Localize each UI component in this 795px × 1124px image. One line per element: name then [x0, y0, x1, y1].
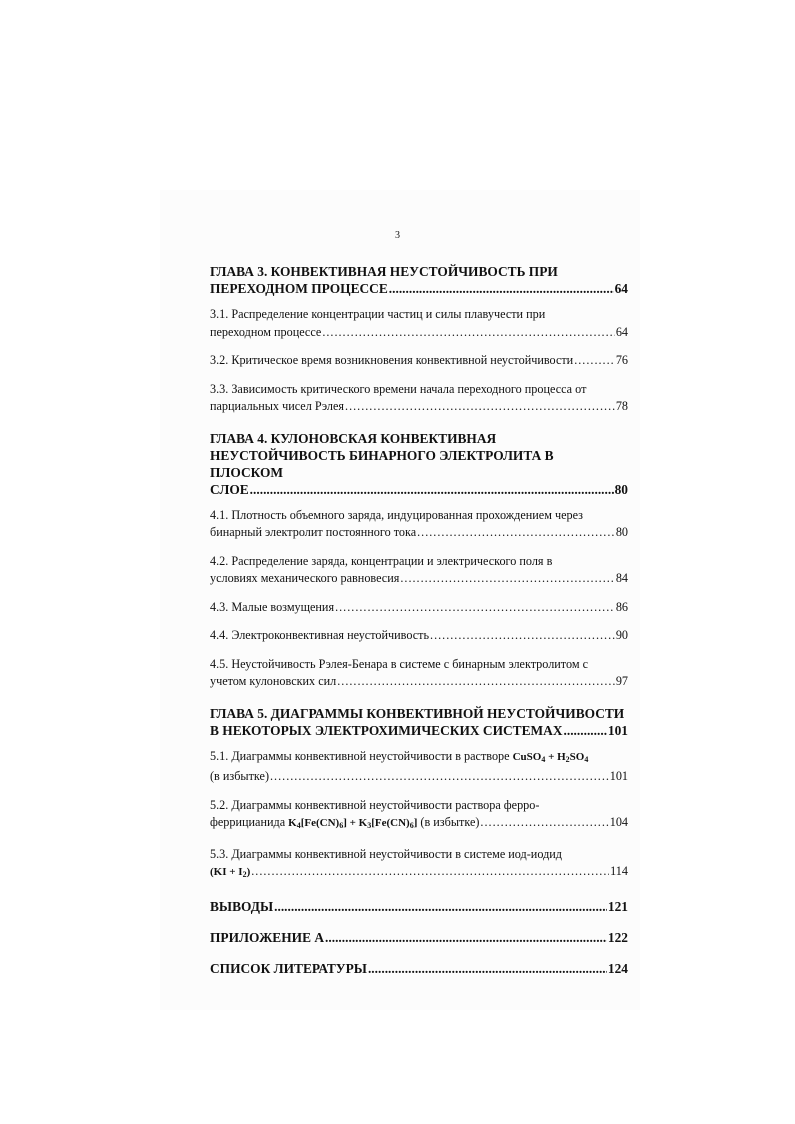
section-3-2-title: 3.2. Критическое время возникновения конвективной неустойчивости	[210, 353, 574, 367]
leader-dots	[325, 929, 607, 946]
chapter-4-page: 80	[614, 481, 628, 497]
section-5-2-formula: $K_4[Fe(CN)_6] + K_3[Fe(CN)_6]$	[288, 817, 418, 830]
chapter-5-page: 101	[607, 722, 628, 738]
toc-section-3-2[interactable]	[210, 352, 628, 370]
leader-dots	[564, 722, 607, 739]
toc-appendix[interactable]	[210, 929, 628, 946]
leader-dots	[274, 898, 607, 915]
leader-dots	[417, 524, 615, 542]
section-3-3-line1: 3.3. Зависимость критического времени начала переходного процесса от	[210, 381, 587, 396]
section-4-5-line2: учетом кулоновских сил	[210, 674, 337, 688]
section-3-1-line1: 3.1. Распределение концентрации частиц и силы плавучести при	[210, 307, 546, 321]
chapter-4-title-line2: НЕУСТОЙЧИВОСТЬ БИНАРНОГО ЭЛЕКТРОЛИТА В ПЛОСКОМ	[210, 447, 554, 480]
chapter-3-page: 64	[614, 281, 628, 296]
section-3-2-page: 76	[615, 353, 628, 367]
leader-dots	[270, 768, 609, 786]
leader-dots	[480, 814, 608, 832]
section-3-1-page: 64	[615, 324, 628, 339]
toc-section-3-1[interactable]	[210, 306, 628, 341]
section-5-1-line2: (в избытке)	[210, 769, 269, 783]
section-4-2-page: 84	[615, 571, 628, 585]
section-5-2-line2: феррицианида $K_4[Fe(CN)_6] + K_3[Fe(CN)_6]$ (в избытке)	[210, 815, 480, 830]
leader-dots	[335, 599, 615, 617]
section-5-3-page: 114	[610, 864, 628, 878]
section-5-1-page: 101	[609, 769, 628, 783]
references-title: СПИСОК ЛИТЕРАТУРЫ	[210, 960, 367, 976]
section-4-4-page: 90	[615, 628, 628, 642]
toc-chapter-3[interactable]	[210, 263, 628, 297]
toc-section-4-2[interactable]	[210, 553, 628, 588]
toc-section-5-2[interactable]	[210, 797, 628, 835]
section-4-2-line1: 4.2. Распределение заряда, концентрации и электрического поля в	[210, 553, 553, 568]
leader-dots	[400, 570, 614, 588]
references-page: 124	[607, 960, 628, 976]
toc-conclusions[interactable]	[210, 898, 628, 915]
toc-chapter-4[interactable]	[210, 430, 628, 498]
conclusions-title: ВЫВОДЫ	[210, 898, 274, 914]
leader-dots	[430, 627, 615, 645]
section-4-1-page: 80	[615, 525, 628, 539]
chapter-4-title-line3: СЛОЕ	[210, 481, 249, 497]
page-number: 3	[395, 230, 400, 241]
leader-dots	[574, 352, 615, 370]
toc-section-5-1[interactable]	[210, 748, 628, 786]
section-4-5-line1: 4.5. Неустойчивость Рэлея-Бенара в системе с бинарным электролитом с	[210, 656, 589, 671]
appendix-page: 122	[607, 929, 628, 945]
toc-references[interactable]	[210, 960, 628, 977]
leader-dots	[389, 280, 614, 297]
section-4-3-title: 4.3. Малые возмущения	[210, 599, 335, 614]
leader-dots	[345, 398, 615, 416]
toc-section-4-5[interactable]	[210, 656, 628, 691]
chapter-4-title-line1: ГЛАВА 4. КУЛОНОВСКАЯ КОНВЕКТИВНАЯ	[210, 430, 497, 446]
chapter-5-title-line2: В НЕКОТОРЫХ ЭЛЕКТРОХИМИЧЕСКИХ СИСТЕМАХ	[210, 722, 563, 738]
section-5-1-formula: CuSO$_4$ + $H_2SO_4$	[512, 750, 589, 764]
leader-dots	[322, 324, 615, 342]
section-5-3-line1: 5.3. Диаграммы конвективной неустойчивости в системе иод-иодид	[210, 846, 562, 861]
appendix-title: ПРИЛОЖЕНИЕ А	[210, 929, 325, 945]
chapter-5-title-line1: ГЛАВА 5. ДИАГРАММЫ КОНВЕКТИВНОЙ НЕУСТОЙЧИВОСТИ	[210, 705, 625, 721]
section-4-1-line2: бинарный электролит постоянного тока	[210, 525, 417, 539]
section-3-1-line2: переходном процессе	[210, 324, 322, 339]
leader-dots	[337, 673, 615, 691]
leader-dots	[250, 481, 614, 498]
leader-dots	[368, 960, 607, 977]
section-5-2-line1: 5.2. Диаграммы конвективной неустойчивости раствора ферро-	[210, 797, 540, 812]
section-4-2-line2: условиях механического равновесия	[210, 571, 400, 585]
section-5-2-page: 104	[609, 815, 628, 829]
chapter-3-title-line1: ГЛАВА 3. КОНВЕКТИВНАЯ НЕУСТОЙЧИВОСТЬ ПРИ	[210, 264, 558, 279]
toc-section-4-4[interactable]	[210, 627, 628, 645]
section-5-1-line1: 5.1. Диаграммы конвективной неустойчивости в растворе	[210, 748, 510, 763]
section-4-1-line1: 4.1. Плотность объемного заряда, индуцированная прохождением через	[210, 507, 583, 522]
section-3-3-page: 78	[615, 399, 628, 413]
chapter-3-title-line2: ПЕРЕХОДНОМ ПРОЦЕССЕ	[210, 281, 388, 296]
toc-section-4-1[interactable]	[210, 507, 628, 542]
toc-chapter-5[interactable]	[210, 705, 628, 739]
toc-section-5-3[interactable]	[210, 846, 628, 884]
conclusions-page: 121	[607, 898, 628, 914]
section-4-3-page: 86	[615, 599, 628, 614]
section-5-3-formula: $(KI + I_2)$	[210, 866, 251, 879]
table-of-contents	[210, 263, 628, 977]
toc-section-3-3[interactable]	[210, 381, 628, 416]
section-3-3-line2: парциальных чисел Рэлея	[210, 399, 345, 413]
leader-dots	[251, 863, 609, 881]
toc-section-4-3[interactable]	[210, 599, 628, 617]
section-4-4-title: 4.4. Электроконвективная неустойчивость	[210, 628, 430, 642]
section-4-5-page: 97	[615, 674, 628, 688]
